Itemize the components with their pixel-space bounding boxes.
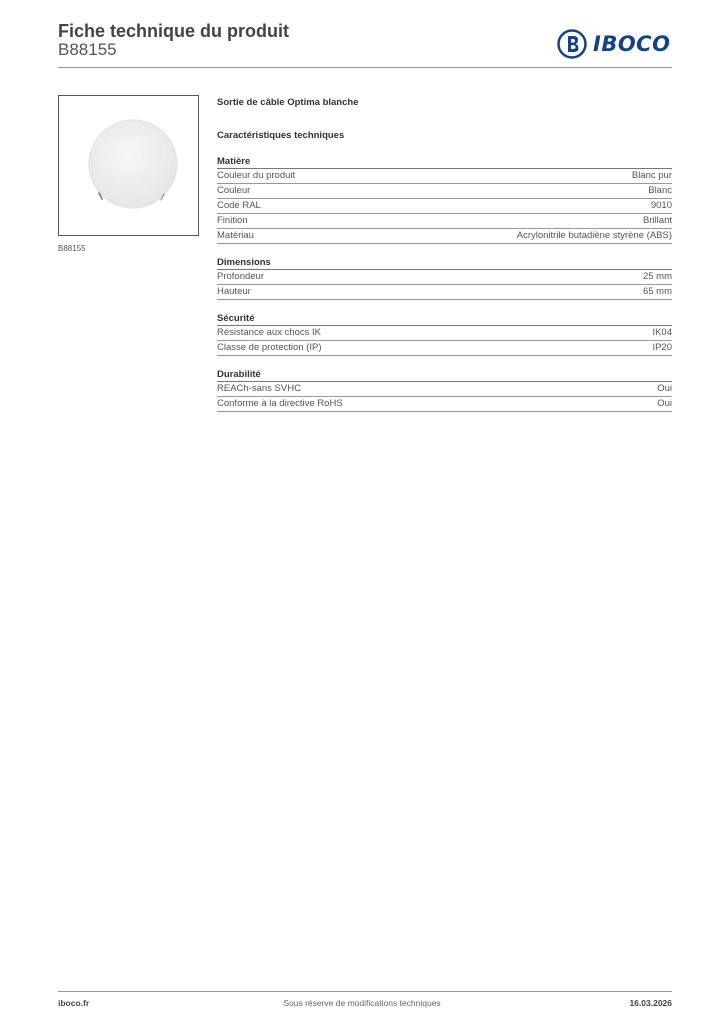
spec-value: Blanc [648,185,672,196]
spec-row [217,169,672,184]
product-name: Sortie de câble Optima blanche [217,97,359,108]
spec-row [217,214,672,229]
footer-date: 16.03.2026 [629,998,672,1008]
brand-logo [557,28,673,60]
brand-name: IBOCO [593,32,671,56]
spec-value: IK04 [652,327,672,338]
spec-value: Acrylonitrile butadiène styrène (ABS) [516,230,672,241]
spec-value: Oui [657,383,672,394]
spec-row [217,341,672,356]
footer-website-link[interactable]: iboco.fr [58,998,90,1008]
spec-row [217,326,672,341]
section-title: Sécurité [217,312,672,326]
spec-label: Code RAL [217,200,261,211]
footer-divider [58,991,672,992]
section-title: Durabilité [217,368,672,382]
spec-label: Résistance aux chocs IK [217,327,322,338]
image-caption: B88155 [58,244,86,253]
spec-row [217,184,672,199]
page-title: Fiche technique du produit [58,21,289,41]
tech-specs-heading: Caractéristiques techniques [217,130,345,141]
spec-value: Brillant [642,215,672,226]
section-title: Matière [217,155,672,169]
spec-label: Matériau [217,230,254,241]
section-title: Dimensions [217,256,672,270]
section-matiere [217,155,672,244]
spec-row [217,382,672,397]
spec-label: Couleur [217,185,251,196]
spec-value: IP20 [652,342,672,353]
spec-row [217,229,672,244]
section-dimensions [217,256,672,300]
product-image-frame [58,95,199,236]
spec-value: 25 mm [642,271,672,282]
footer-notice: Sous réserve de modifications techniques [283,998,441,1008]
product-code: B88155 [58,40,117,59]
section-durabilite [217,368,672,412]
spec-value: Blanc pur [631,170,672,181]
spec-label: Hauteur [217,286,251,297]
spec-label: REACh-sans SVHC [217,383,301,394]
iboco-logo-icon [557,29,587,59]
section-securite [217,312,672,356]
spec-label: Couleur du produit [217,170,296,181]
product-details [217,96,672,412]
spec-row [217,199,672,214]
spec-row [217,285,672,300]
spec-label: Conforme à la directive RoHS [217,398,343,409]
spec-label: Classe de protection (IP) [217,342,322,353]
spec-value: 65 mm [642,286,672,297]
spec-value: Oui [657,398,672,409]
white-round-cable-outlet-image [59,96,198,235]
spec-label: Profondeur [217,271,265,282]
spec-row [217,397,672,412]
spec-value: 9010 [650,200,672,211]
spec-row [217,270,672,285]
spec-label: Finition [217,215,248,226]
header-divider [58,67,672,68]
